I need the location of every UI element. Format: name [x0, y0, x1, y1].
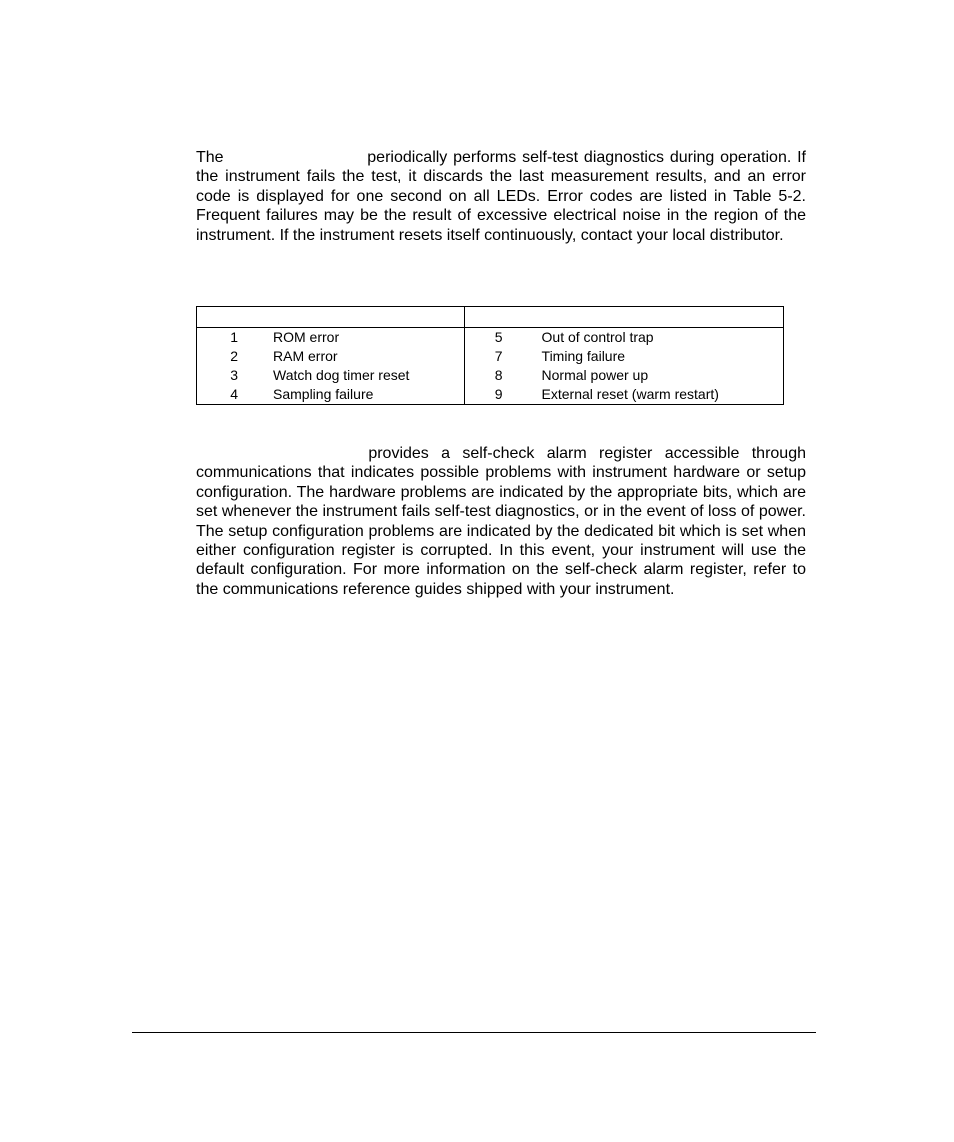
error-code: 9: [494, 386, 503, 402]
paragraph-lead: The: [196, 149, 224, 166]
table-row: [465, 385, 783, 404]
error-description: External reset (warm restart): [541, 386, 719, 402]
error-description: ROM error: [273, 329, 340, 345]
table-row: [465, 328, 783, 347]
table-row: [465, 366, 783, 385]
error-code: 5: [494, 329, 503, 345]
table-header-left: [197, 307, 465, 328]
error-codes-left-column: [197, 328, 465, 405]
error-code: 8: [494, 367, 503, 383]
error-description: Watch dog timer reset: [273, 367, 410, 383]
error-codes-table: [196, 306, 784, 405]
alarm-register-paragraph: [196, 444, 806, 599]
table-header-row: [197, 307, 784, 328]
error-code: 1: [230, 329, 238, 345]
error-codes-right-column: [464, 328, 783, 405]
table-row: [197, 385, 464, 404]
error-description: RAM error: [273, 348, 338, 364]
error-code: 3: [230, 367, 238, 383]
self-test-paragraph: [196, 148, 806, 245]
table-body-row: [197, 328, 784, 405]
error-code: 2: [230, 348, 238, 364]
error-description: Normal power up: [541, 367, 649, 383]
error-description: Timing failure: [541, 348, 626, 364]
error-description: Out of control trap: [541, 329, 654, 345]
table-row: [465, 347, 783, 366]
error-code: 7: [494, 348, 503, 364]
paragraph-text: provides a self-check alarm register accessible through communications that indicates possible problems with instrument hardware or setup configuration. The hardware problems are indicated by the appropriate bits, which are set whenever the instrument fails self-test diagnostics, or in the event of loss of power. The setup configuration problems are indicated by the dedicated bit which is set when either configuration register is corrupted. In this event, your instrument will use the default configuration. For more information on the self-check alarm register, refer to the communications reference guides shipped with your instrument.: [196, 445, 806, 598]
footer-divider: [132, 1032, 816, 1033]
table-row: [197, 366, 464, 385]
error-description: Sampling failure: [273, 386, 374, 402]
table-row: [197, 328, 464, 347]
error-code: 4: [230, 386, 238, 402]
table-header-right: [464, 307, 783, 328]
paragraph-text: periodically performs self-test diagnostics during operation. If the instrument fails the test, it discards the last measurement results, and an error code is displayed for one second on all LEDs. Error codes are listed in Table 5-2. Frequent failures may be the result of excessive electrical noise in the region of the instrument. If the instrument resets itself continuously, contact your local distributor.: [196, 149, 807, 244]
table-row: [197, 347, 464, 366]
